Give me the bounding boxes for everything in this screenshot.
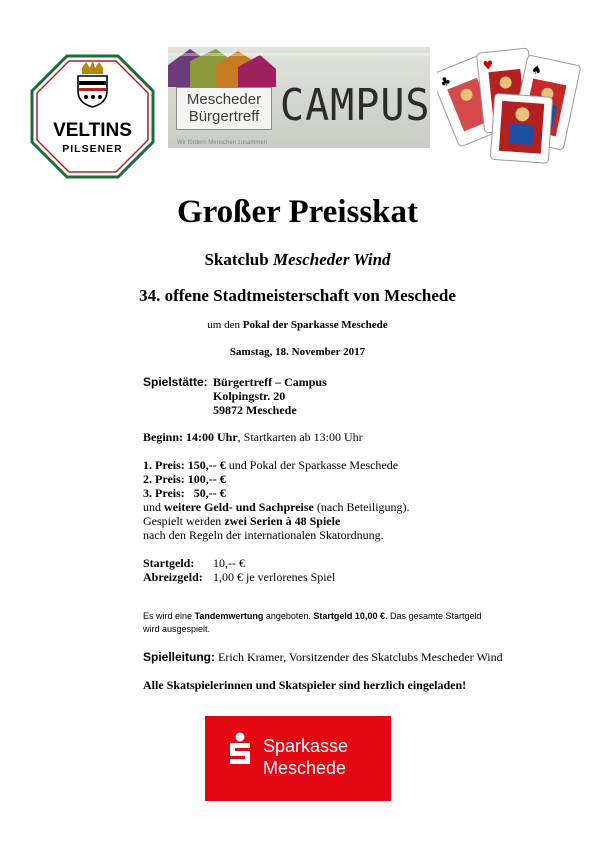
prize-2-label: 2. Preis: 100,-- € — [143, 472, 226, 486]
venue-line-3: 59872 Meschede — [213, 403, 297, 417]
sparkasse-logo — [205, 716, 391, 801]
campus-tagline: Wir fördern Menschen zusammen — [176, 140, 268, 146]
extra-pre: und — [143, 500, 164, 514]
tandem-p1: Es wird eine — [143, 611, 195, 621]
extra-post: (nach Beteiligung). — [313, 500, 410, 514]
sparkasse-line2: Meschede — [263, 758, 347, 778]
tandem-p3: . Das gesamte Startgeld — [384, 611, 482, 621]
invitation: Alle Skatspielerinnen und Skatspieler sind herzlich eingeladen! — [143, 678, 467, 692]
club-name: Mescheder Wind — [272, 250, 391, 269]
lead-label: Spielleitung: — [143, 650, 215, 664]
prize-1-label: 1. Preis: 150,-- € — [143, 458, 226, 472]
prize-3 — [143, 486, 226, 500]
campus-line1: Mescheder — [186, 91, 262, 108]
veltins-brand: VELTINS — [53, 120, 132, 141]
trophy-line — [0, 319, 595, 331]
veltins-logo — [30, 54, 155, 179]
venue-line-2: Kolpingstr. 20 — [213, 389, 286, 403]
trophy-pre: um den — [207, 319, 243, 331]
start-rest: , Startkarten ab 13:00 Uhr — [237, 430, 363, 444]
tandem-b2: Startgeld 10,00 € — [313, 611, 385, 621]
prize-3-label: 3. Preis: 50,-- € — [143, 486, 226, 500]
startgeld-label: Startgeld: — [143, 556, 195, 570]
mescheder-buergertreff-box — [176, 87, 272, 130]
svg-text:♣: ♣ — [437, 73, 454, 91]
svg-text:♥: ♥ — [482, 57, 495, 73]
championship-heading: 34. offene Stadtmeisterschaft von Meschede — [139, 286, 456, 305]
tandem-line-2: wird ausgespielt. — [143, 624, 211, 634]
extra-prizes — [143, 500, 410, 514]
sparkasse-s-icon — [227, 732, 253, 768]
abreizgeld-value: 1,00 € je verlorenes Spiel — [213, 570, 336, 584]
venue-label: Spielstätte: — [143, 375, 208, 389]
tandem-line-1 — [143, 610, 482, 622]
tandem-b1: Tandemwertung — [194, 611, 264, 621]
crest-icon — [78, 76, 107, 107]
page-title: Großer Preisskat — [176, 194, 419, 230]
svg-text:♠: ♠ — [529, 61, 544, 78]
prize-2 — [143, 472, 226, 486]
prize-1 — [143, 458, 398, 472]
buergertreff-campus-logo — [168, 47, 430, 148]
veltins-sub: PILSENER — [62, 143, 123, 155]
sparkasse-line1: Sparkasse — [263, 736, 349, 756]
playing-cards-image — [437, 40, 587, 165]
game-lead — [143, 650, 503, 664]
series-bold: zwei Serien à 48 Spiele — [224, 514, 341, 528]
startgeld-value: 10,-- € — [213, 556, 245, 570]
event-date: Samstag, 18. November 2017 — [229, 346, 366, 358]
extra-bold: weitere Geld- und Sachpreise — [164, 500, 314, 514]
abreizgeld-label: Abreizgeld: — [143, 570, 203, 584]
rules-line: nach den Regeln der internationalen Skatordnung. — [143, 528, 384, 542]
start-label: Beginn: 14:00 Uhr — [143, 430, 238, 444]
club-subtitle — [0, 250, 595, 270]
tandem-p2: angeboten. — [263, 611, 314, 621]
club-prefix: Skatclub — [204, 250, 273, 269]
start-time — [143, 430, 363, 444]
trophy-name: Pokal der Sparkasse Meschede — [242, 319, 388, 331]
campus-line2: Bürgertreff — [188, 108, 260, 125]
prize-1-rest: und Pokal der Sparkasse Meschede — [225, 458, 399, 472]
sparkasse-text — [263, 735, 348, 779]
campus-word: CAMPUS — [280, 81, 430, 131]
venue-line-1: Bürgertreff – Campus — [213, 375, 327, 389]
lead-value: Erich Kramer, Vorsitzender des Skatclubs Mescheder Wind — [215, 650, 503, 664]
series-pre: Gespielt werden — [143, 514, 225, 528]
series-line — [143, 514, 340, 528]
